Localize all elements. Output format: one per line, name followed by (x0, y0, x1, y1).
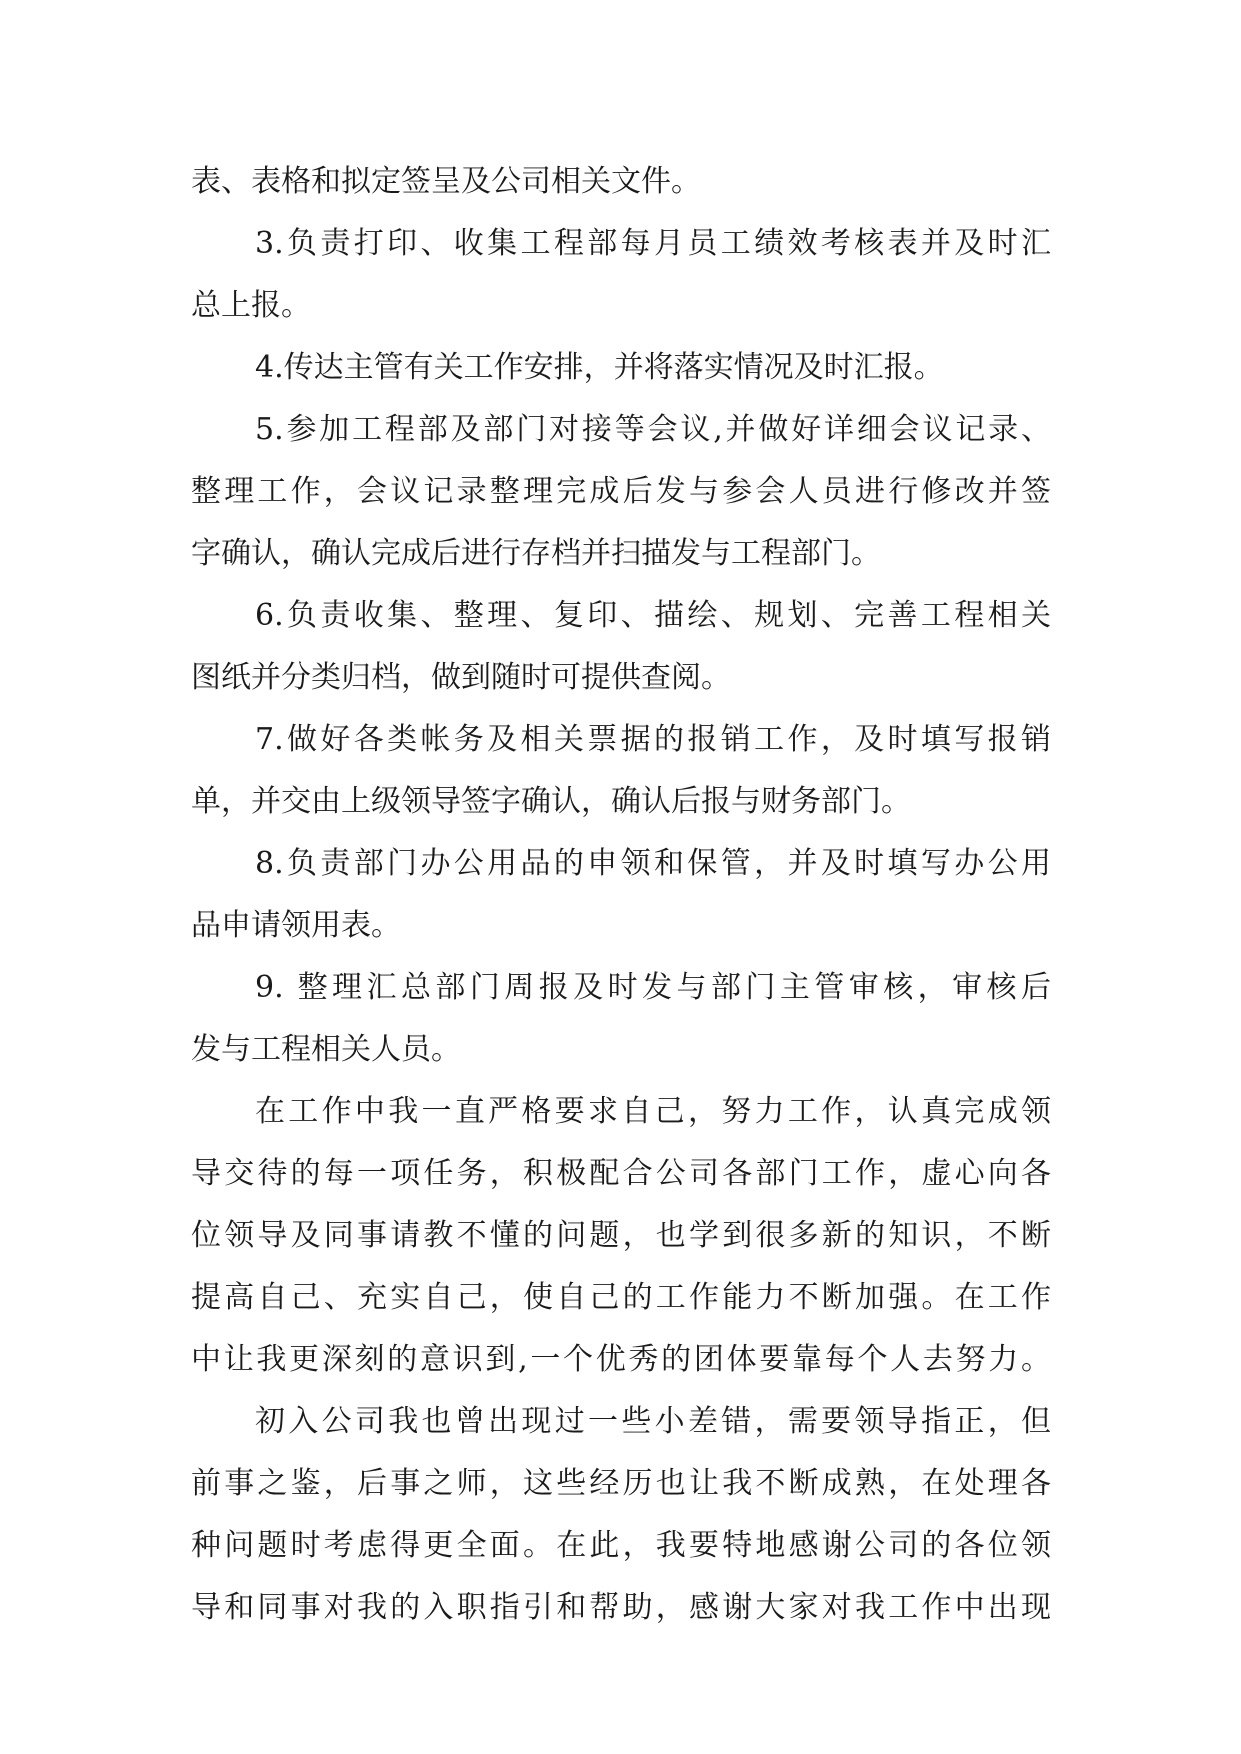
text-line: 3.负责打印、收集工程部每月员工绩效考核表并及时汇 (255, 226, 1051, 261)
text-line: 总上报。 (191, 288, 311, 323)
text-line: 9. 整理汇总部门周报及时发与部门主管审核，审核后 (255, 970, 1051, 1005)
body-text (191, 151, 1051, 1639)
text-line: 导交待的每一项任务，积极配合公司各部门工作，虚心向各 (191, 1156, 1051, 1191)
text-line: 表、表格和拟定签呈及公司相关文件。 (191, 164, 701, 199)
text-line: 字确认，确认完成后进行存档并扫描发与工程部门。 (191, 536, 881, 571)
text-line: 整理工作，会议记录整理完成后发与参会人员进行修改并签 (191, 474, 1051, 509)
text-line: 单，并交由上级领导签字确认，确认后报与财务部门。 (191, 784, 911, 819)
text-line: 7.做好各类帐务及相关票据的报销工作，及时填写报销 (255, 722, 1051, 757)
text-line: 4.传达主管有关工作安排，并将落实情况及时汇报。 (255, 350, 944, 385)
text-line: 6.负责收集、整理、复印、描绘、规划、完善工程相关 (255, 598, 1051, 633)
text-line: 初入公司我也曾出现过一些小差错，需要领导指正，但 (255, 1404, 1051, 1439)
text-line: 导和同事对我的入职指引和帮助，感谢大家对我工作中出现 (191, 1590, 1051, 1625)
text-line: 8.负责部门办公用品的申领和保管，并及时填写办公用 (255, 846, 1051, 881)
text-line: 提高自己、充实自己，使自己的工作能力不断加强。在工作 (191, 1280, 1051, 1315)
text-line: 位领导及同事请教不懂的问题，也学到很多新的知识，不断 (191, 1218, 1051, 1253)
text-line: 发与工程相关人员。 (191, 1032, 461, 1067)
text-line: 5.参加工程部及部门对接等会议,并做好详细会议记录、 (255, 412, 1051, 447)
text-line: 种问题时考虑得更全面。在此，我要特地感谢公司的各位领 (191, 1528, 1051, 1563)
text-line: 在工作中我一直严格要求自己，努力工作，认真完成领 (255, 1094, 1051, 1129)
text-line: 前事之鉴，后事之师，这些经历也让我不断成熟，在处理各 (191, 1466, 1051, 1501)
text-line: 中让我更深刻的意识到,一个优秀的团体要靠每个人去努力。 (191, 1342, 1051, 1377)
text-line: 品申请领用表。 (191, 908, 401, 943)
text-line: 图纸并分类归档，做到随时可提供查阅。 (191, 660, 731, 695)
